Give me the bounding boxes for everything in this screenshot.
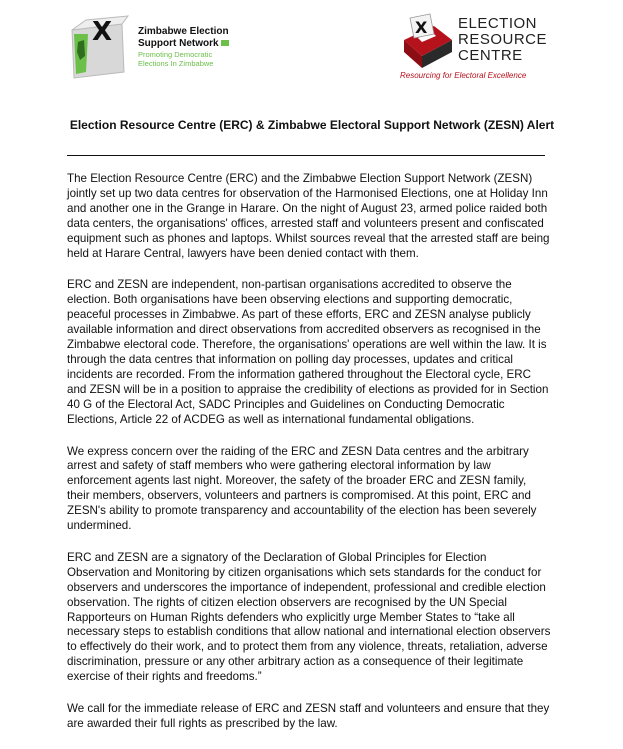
zesn-ballot-box-icon [62,12,132,80]
paragraph-2: ERC and ZESN are independent, non-partisan organisations accredited to observe the election. Both organisations have been observing elections and supporting democratic, peaceful processes in Zimbabwe. As part of these efforts, ERC and ZESN analyse publicly available information and direct observations from accredited observers as recognised in the Zimbabwe electoral code. Therefore, the organisations' operations are well within the law. It is through the data centres that information on polling day processes, updates and critical incidents are recorded. From the information gathered throughout the Electoral cycle, ERC and ZESN will be in a position to appraise the credibility of elections as provided for in Section 40 G of the Electoral Act, SADC Principles and Guidelines on Conducting Democratic Elections, Article 22 of ACDEG as well as international fundamental obligations. [67,278,549,426]
erc-name-line1: ELECTION [458,15,538,32]
svg-text:X: X [92,17,113,47]
paragraph-3: We express concern over the raiding of the ERC and ZESN Data centres and the arbitrary arrest and safety of staff members who were gathering electoral information by law enforcement agents last night. Moreover, the safety of the broader ERC and ZESN family, their members, observers, volunteers and partners is compromised. At this point, ERC and ZESN's ability to promote transparency and accountability of the election has been severely undermined. [67,444,537,533]
paragraph-1: The Election Resource Centre (ERC) and the Zimbabwe Election Support Network (ZESN) jointly set up two data centres for observation of the Harmonised Elections, one at Holiday Inn and another one in the Grange in Harare. On the night of August 23, armed police raided both data centers, the organisations' offices, arrested staff and volunteers present and confiscated equipment such as phones and laptops. Whilst sources reveal that the arrested staff are being held at Harare Central, lawyers have been denied contact with them. [67,172,550,260]
paragraph-4: ERC and ZESN are a signatory of the Declaration of Global Principles for Election Observation and Monitoring by citizen organisations which sets standards for the conduct for observers and underscores the importance of independent, professional and credible election observation. The rights of citizen election observers are recognised by the UN Special Rapporteurs on Human Rights defenders who explicitly urge Member States to “take all necessary steps to establish conditions that allow national and international election observers to effectively do their work, and to protect them from any violence, threats, retaliation, adverse discrimination, pressure or any other arbitrary action as a consequence of their legitimate exercise of their rights and freedoms.” [67,550,551,684]
zesn-name-line1: Zimbabwe Election [138,26,229,37]
zesn-name-line2: Support Network [138,38,219,49]
erc-name-line3: CENTRE [458,47,523,64]
erc-ballot-box-icon [400,12,455,70]
erc-logo [400,10,580,85]
zesn-logo-text [138,26,229,68]
erc-name-line2: RESOURCE [458,31,548,48]
erc-name [458,16,547,64]
zesn-tag-line1: Promoting Democratic [138,50,213,59]
title-rule [67,155,545,156]
zesn-tag-line2: Elections In Zimbabwe [138,59,214,68]
zesn-logo [62,12,229,80]
document-title: Election Resource Centre (ERC) & Zimbabwe Electoral Support Network (ZESN) Alert [69,118,555,132]
svg-text:X: X [415,18,428,37]
erc-tagline: Resourcing for Electoral Excellence [400,71,527,80]
zesn-name-line2-wrap [138,38,229,50]
zesn-accent-bar [221,40,229,46]
paragraph-5: We call for the immediate release of ERC and ZESN staff and volunteers and ensure that they are awarded their full rights as prescribed by the law. [67,702,550,730]
document-body [67,172,552,749]
